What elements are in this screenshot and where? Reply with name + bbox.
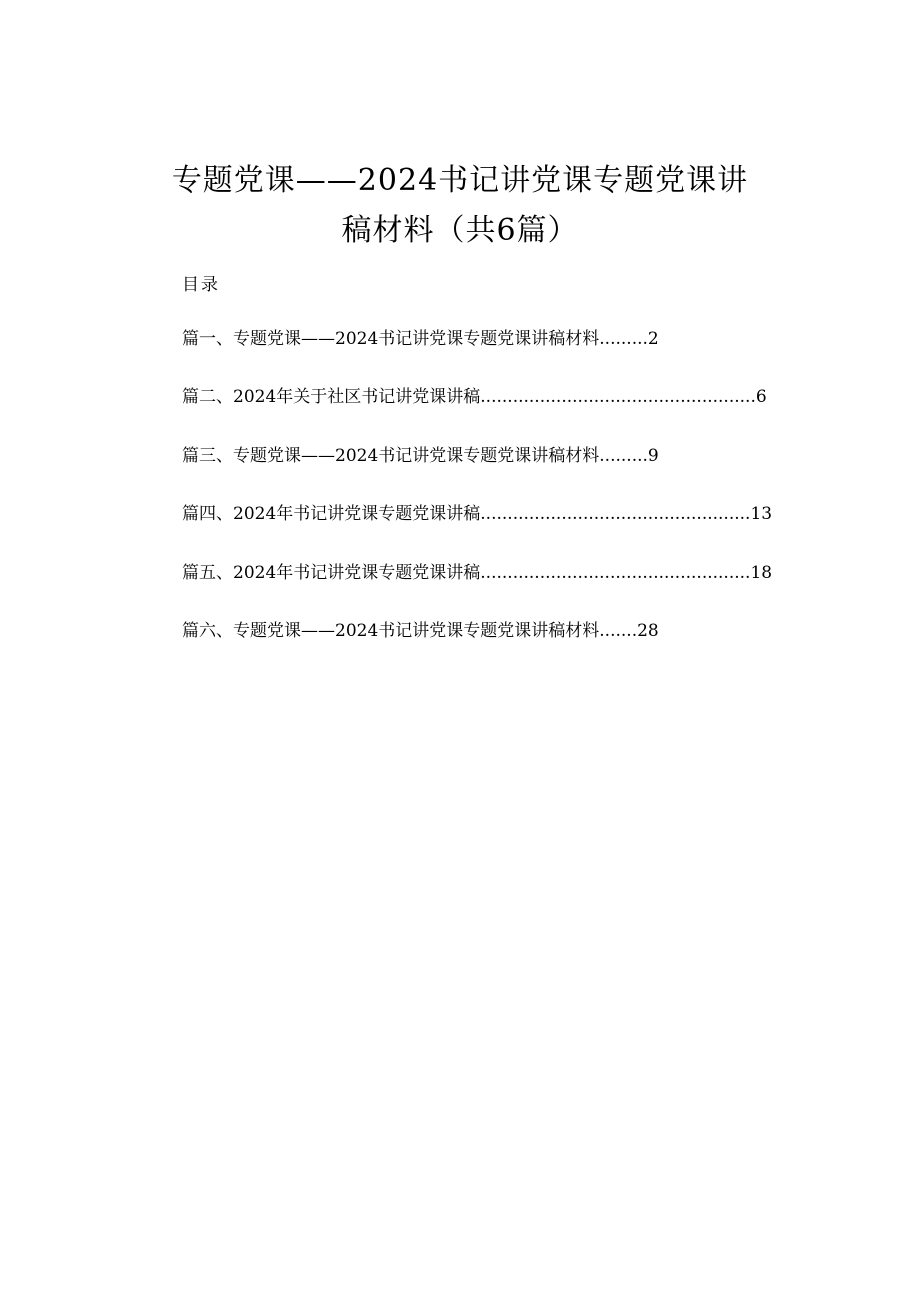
toc-dot-leader: ......... xyxy=(599,445,648,466)
toc-entry-5[interactable] xyxy=(182,560,782,618)
toc-page-number: 18 xyxy=(750,562,773,583)
toc-entry-label: 篇五、2024年书记讲党课专题党课讲稿 xyxy=(182,562,481,583)
table-of-contents xyxy=(182,326,782,676)
toc-entry-label: 篇二、2024年关于社区书记讲党课讲稿 xyxy=(182,387,481,408)
toc-page-number: 28 xyxy=(637,620,659,641)
toc-dot-leader: ....... xyxy=(599,620,638,641)
toc-dot-leader: ................................................... xyxy=(480,387,756,408)
toc-dot-leader: .................................................. xyxy=(480,504,751,525)
toc-entry-label: 篇三、专题党课——2024书记讲党课专题党课讲稿材料 xyxy=(182,445,600,466)
toc-dot-leader: ......... xyxy=(599,329,648,349)
toc-page-number: 9 xyxy=(647,445,659,466)
toc-entry-3[interactable] xyxy=(182,443,782,501)
toc-dot-leader: .................................................. xyxy=(480,562,751,583)
toc-page-number: 2 xyxy=(647,329,659,349)
toc-entry-label: 篇四、2024年书记讲党课专题党课讲稿 xyxy=(182,504,481,525)
document-title-line-1: 专题党课——2024书记讲党课专题党课讲 xyxy=(171,163,749,199)
toc-page-number: 13 xyxy=(750,504,773,525)
toc-entry-4[interactable] xyxy=(182,501,782,559)
toc-entry-1[interactable] xyxy=(182,326,782,384)
toc-heading: 目录 xyxy=(182,275,220,295)
toc-entry-2[interactable] xyxy=(182,384,782,442)
toc-entry-label: 篇一、专题党课——2024书记讲党课专题党课讲稿材料 xyxy=(182,329,600,349)
toc-page-number: 6 xyxy=(755,387,767,408)
toc-entry-6[interactable] xyxy=(182,618,782,676)
document-title-line-2: 稿材料（共6篇） xyxy=(341,213,579,249)
toc-entry-label: 篇六、专题党课——2024书记讲党课专题党课讲稿材料 xyxy=(182,620,600,641)
document-title xyxy=(140,156,780,256)
